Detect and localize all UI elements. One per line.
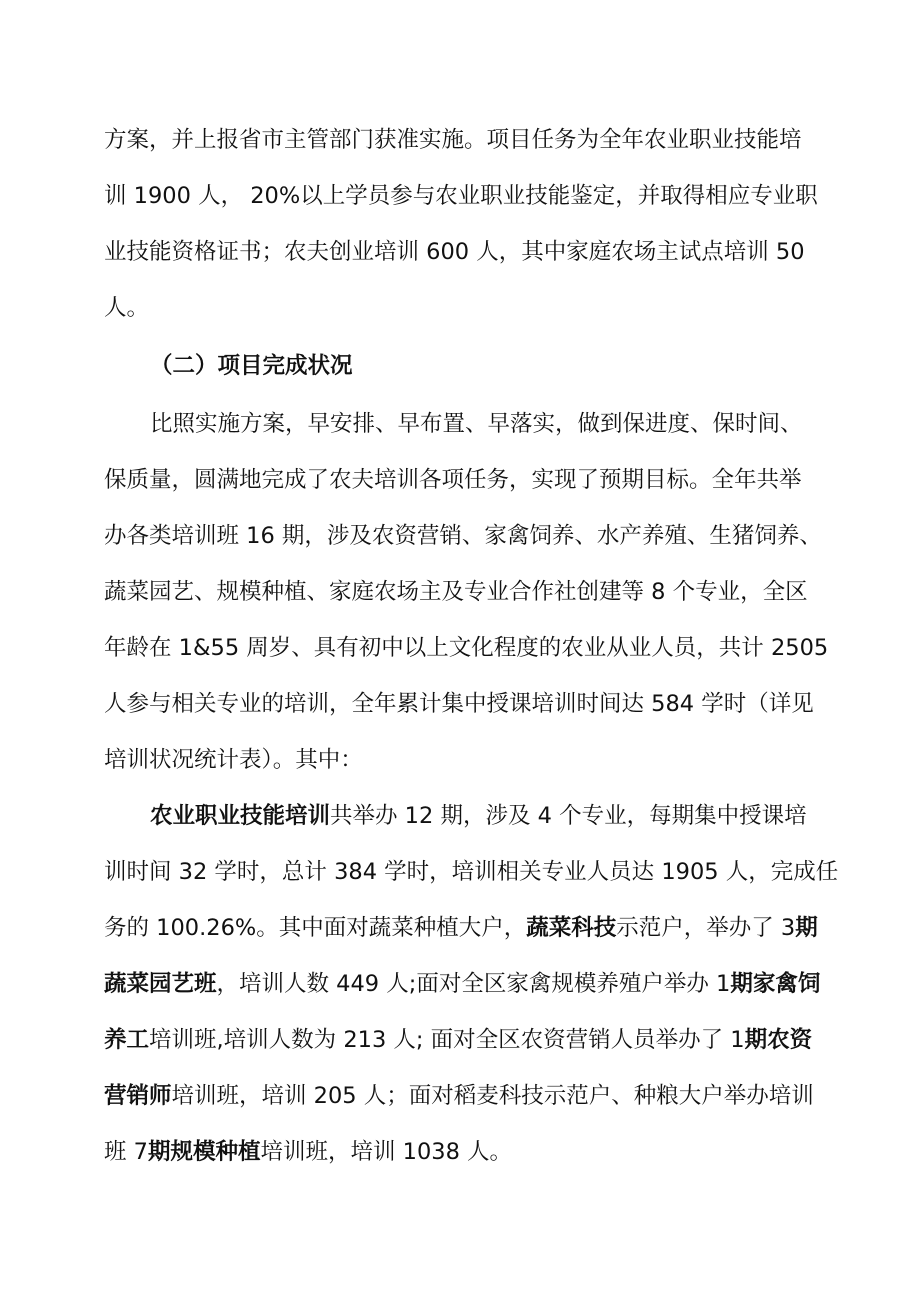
bold-term: 期农资 xyxy=(744,1027,813,1053)
text-line xyxy=(104,1068,814,1124)
text-line xyxy=(104,1124,512,1180)
text-run: 培训班,培训人数为 213 人; 面对全区农资营销人员举办了 1 xyxy=(149,1027,745,1053)
bold-term: 期 xyxy=(795,915,818,941)
bold-term: 期家禽饲 xyxy=(730,971,821,997)
text-line xyxy=(150,788,807,844)
text-line: 方案，并上报省市主管部门获准实施。项目任务为全年农业职业技能培 xyxy=(104,127,802,153)
text-line xyxy=(104,956,820,1012)
text-line: 培训状况统计表）。其中： xyxy=(104,747,363,773)
text-line: 训时间 32 学时，总计 384 学时，培训相关专业人员达 1905 人，完成任 xyxy=(104,859,839,885)
section-heading: （二）项目完成状况 xyxy=(150,353,353,379)
text-line: 人参与相关专业的培训，全年累计集中授课培训时间达 584 学时（详见 xyxy=(104,691,814,717)
text-line: 年龄在 1&55 周岁、具有初中以上文化程度的农业从业人员，共计 2505 xyxy=(104,635,829,661)
text-run: 务的 100.26%。其中面对蔬菜种植大户， xyxy=(104,915,527,941)
text-run: 共举办 12 期，涉及 4 个专业，每期集中授课培 xyxy=(330,803,807,829)
text-run: 示范户，举办了 3 xyxy=(616,915,796,941)
bold-term: 蔬菜科技 xyxy=(526,915,617,941)
text-run: 培训班，培训 1038 人。 xyxy=(260,1139,513,1165)
text-line: 人。 xyxy=(104,295,150,321)
text-line: 训 1900 人， 20%以上学员参与农业职业技能鉴定，并取得相应专业职 xyxy=(104,183,818,209)
bold-term: 农业职业技能培训 xyxy=(150,803,331,829)
bold-term: 养工 xyxy=(104,1027,150,1053)
text-line xyxy=(104,900,818,956)
text-line xyxy=(104,1012,812,1068)
text-line: 比照实施方案，早安排、早布置、早落实，做到保进度、保时间、 xyxy=(150,411,803,437)
bold-term: 营销师 xyxy=(104,1083,172,1109)
text-line: 业技能资格证书；农夫创业培训 600 人，其中家庭农场主试点培训 50 xyxy=(104,239,805,265)
text-line: 蔬菜园艺、规模种植、家庭农场主及专业合作社创建等 8 个专业，全区 xyxy=(104,579,808,605)
text-run: 培训班，培训 205 人；面对稻麦科技示范户、种粮大户举办培训 xyxy=(171,1083,814,1109)
bold-term: 期规模种植 xyxy=(147,1139,261,1165)
text-line: 办各类培训班 16 期，涉及农资营销、家禽饲养、水产养殖、生猪饲养、 xyxy=(104,523,822,549)
text-run: ，培训人数 449 人;面对全区家禽规模养殖户举办 1 xyxy=(216,971,731,997)
text-line: 保质量，圆满地完成了农夫培训各项任务，实现了预期目标。全年共举 xyxy=(104,467,802,493)
bold-term: 蔬菜园艺班 xyxy=(104,971,217,997)
text-run: 班 7 xyxy=(104,1139,148,1165)
